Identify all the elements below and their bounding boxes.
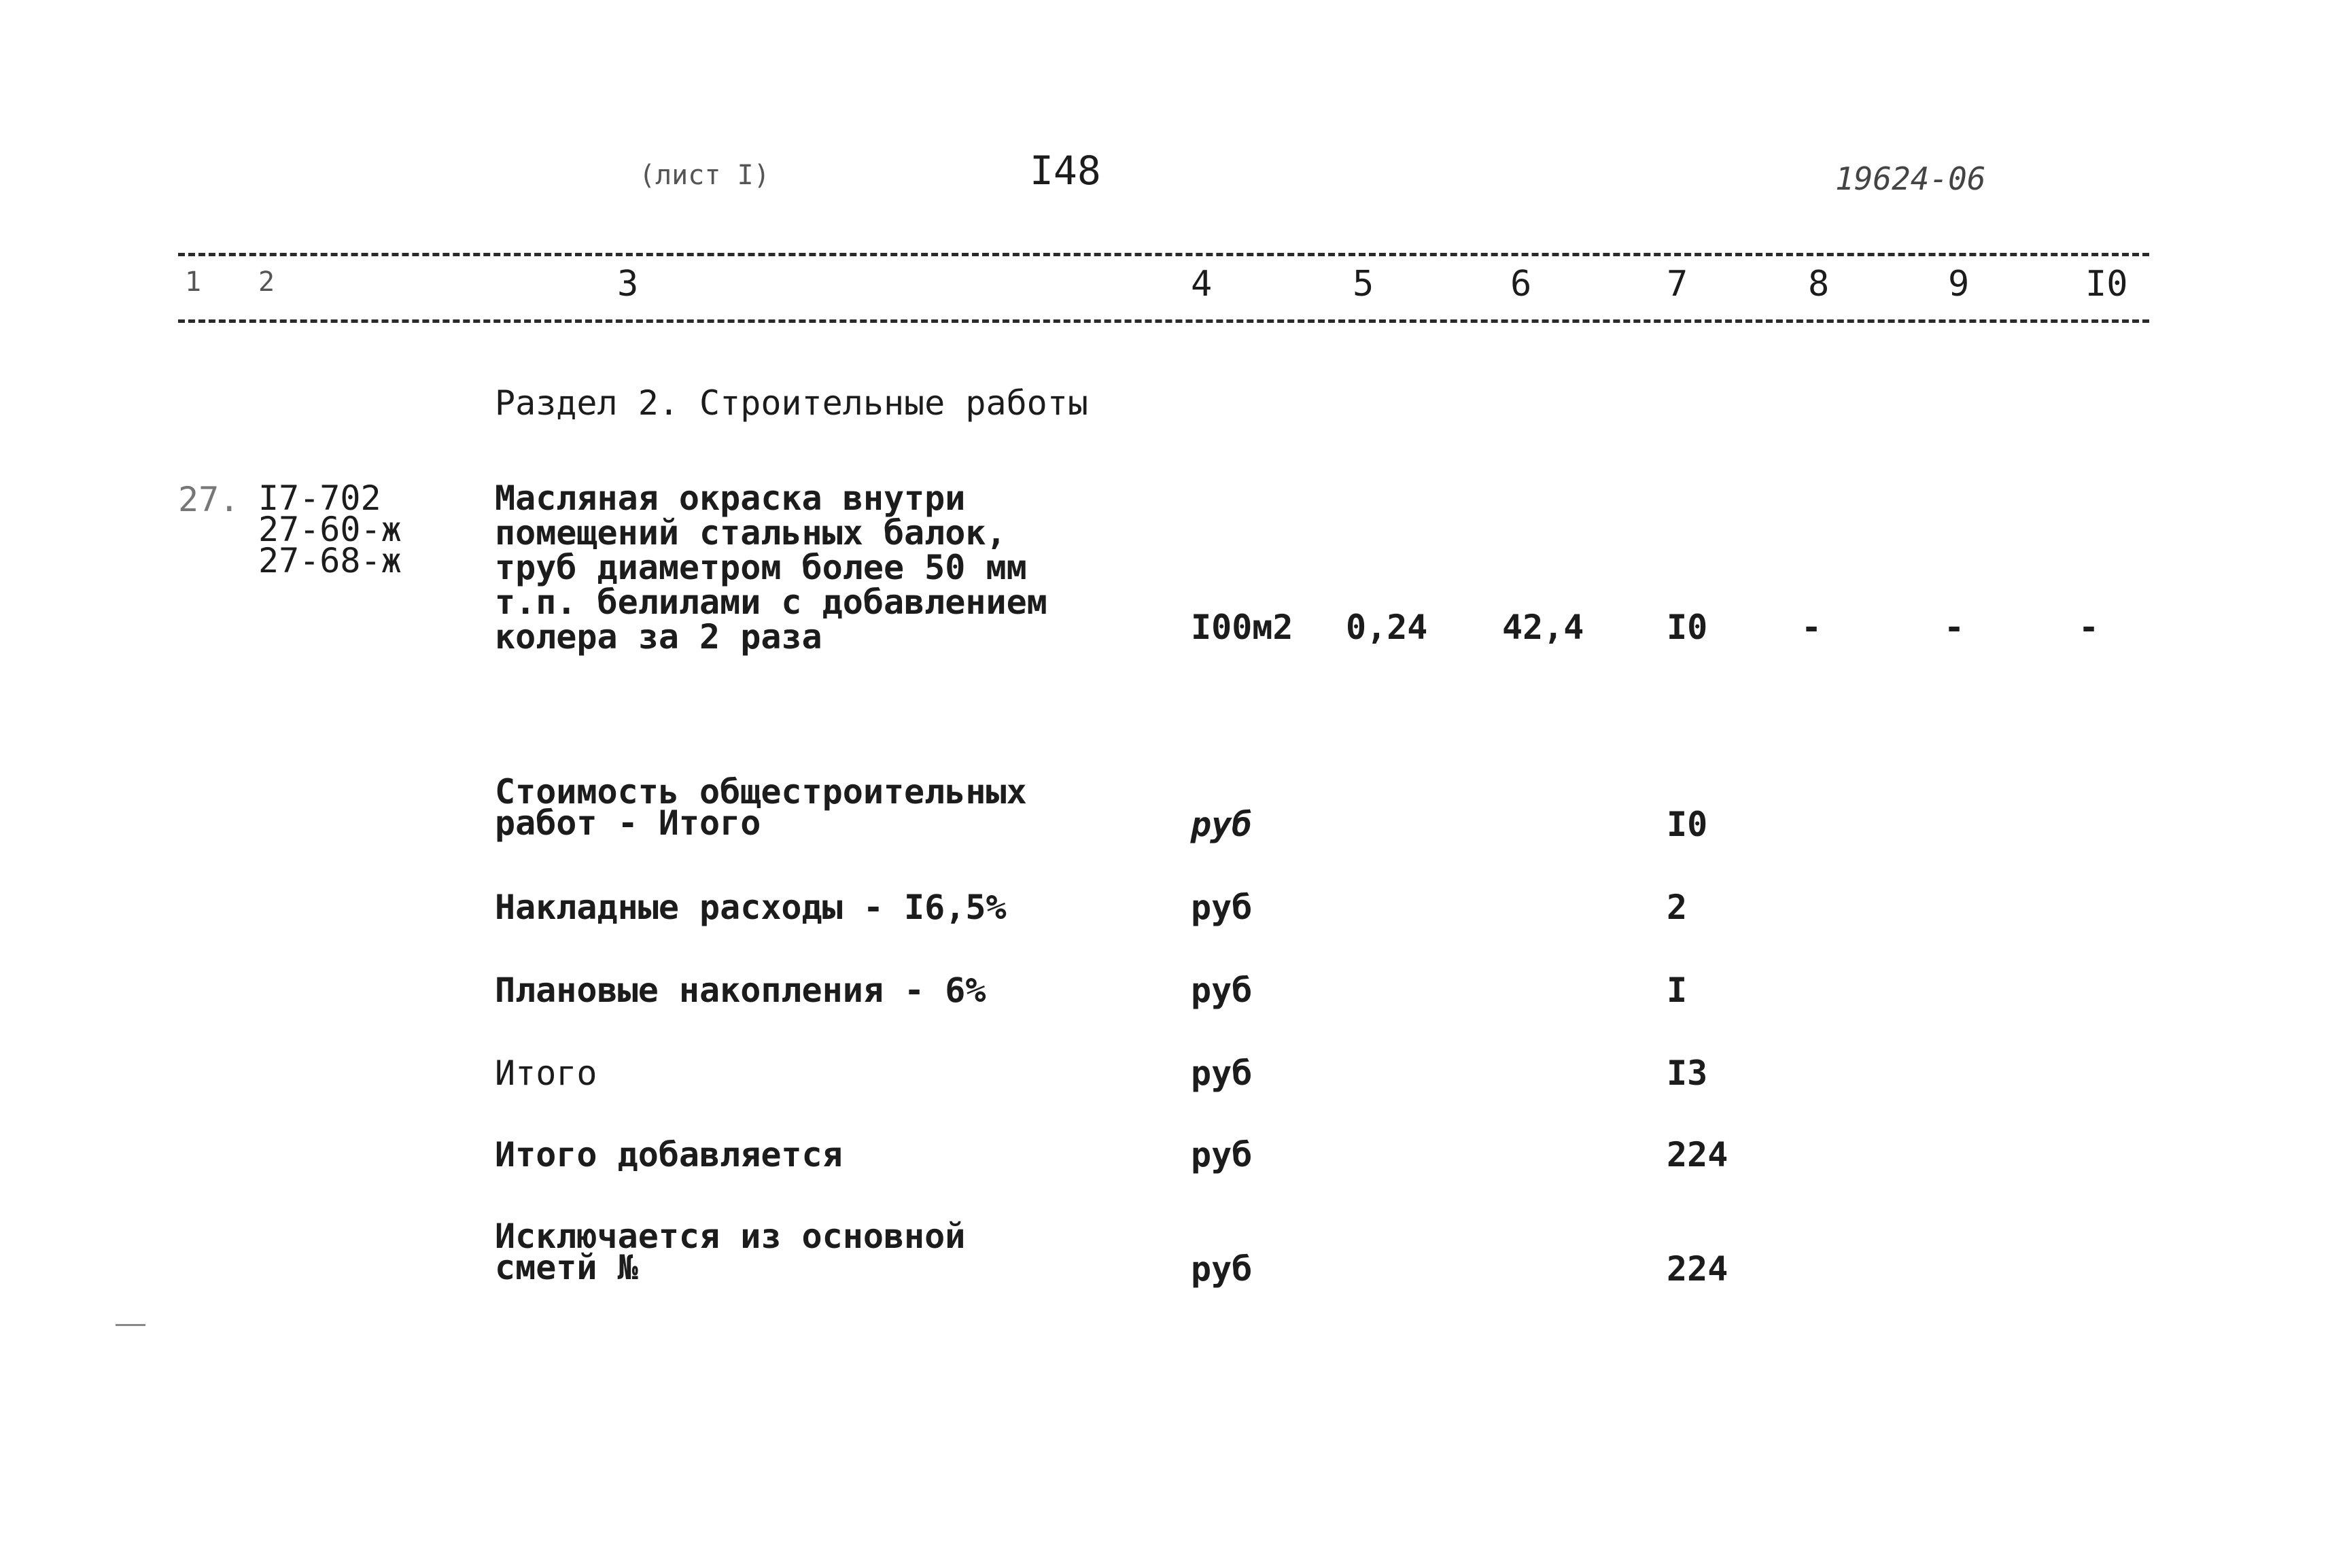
summary-unit-5: руб bbox=[1191, 1249, 1253, 1289]
summary-value-4: 224 bbox=[1667, 1135, 1728, 1174]
col-header-5: 5 bbox=[1353, 264, 1374, 304]
page-number: I48 bbox=[1030, 147, 1101, 194]
item-code: 27-60-ж bbox=[258, 510, 402, 549]
item-col10: - bbox=[2079, 608, 2100, 647]
summary-unit-3: руб bbox=[1191, 1053, 1253, 1093]
description-line: т.п. белилами с добавлением bbox=[495, 582, 1047, 622]
summary-unit-1: руб bbox=[1191, 888, 1253, 927]
item-unit: I00м2 bbox=[1191, 608, 1293, 647]
summary-value-2: I bbox=[1667, 971, 1688, 1010]
summary-label-4: Итого добавляется bbox=[495, 1135, 843, 1174]
col-header-1: 1 bbox=[185, 266, 202, 298]
description-line: помещений стальных балок, bbox=[495, 513, 1007, 553]
doc-code: 19624-06 bbox=[1835, 160, 1986, 197]
summary-label-line: сметй № bbox=[495, 1248, 638, 1287]
summary-value-3: I3 bbox=[1667, 1053, 1708, 1093]
description-line: колера за 2 раза bbox=[495, 617, 822, 657]
item-number: 27. bbox=[178, 480, 240, 519]
sheet-label: (лист I) bbox=[639, 160, 770, 191]
summary-unit-2: руб bbox=[1191, 971, 1253, 1010]
header-rule-bottom bbox=[178, 319, 2149, 323]
summary-value-1: 2 bbox=[1667, 888, 1688, 927]
item-codes bbox=[258, 478, 402, 580]
description-line: труб диаметром более 50 мм bbox=[495, 548, 1027, 587]
item-total: I0 bbox=[1667, 608, 1708, 647]
col-header-10: I0 bbox=[2085, 264, 2128, 304]
description-line: Масляная окраска внутри bbox=[495, 478, 966, 518]
summary-unit-0: руб bbox=[1191, 805, 1253, 844]
col-header-2: 2 bbox=[258, 266, 275, 298]
summary-label-line: работ - Итого bbox=[495, 803, 761, 843]
item-description bbox=[495, 478, 1047, 657]
item-code: 27-68-ж bbox=[258, 541, 402, 580]
summary-label-1: Накладные расходы - I6,5% bbox=[495, 888, 1007, 927]
summary-label-0 bbox=[495, 772, 1027, 843]
summary-label-line: Исключается из основной bbox=[495, 1217, 966, 1256]
item-col9: - bbox=[1944, 608, 1965, 647]
summary-value-5: 224 bbox=[1667, 1249, 1728, 1289]
item-qty: 0,24 bbox=[1346, 608, 1428, 647]
item-col8: - bbox=[1801, 608, 1822, 647]
col-header-7: 7 bbox=[1667, 264, 1688, 304]
col-header-4: 4 bbox=[1191, 264, 1213, 304]
summary-label-5 bbox=[495, 1217, 966, 1287]
item-price: 42,4 bbox=[1502, 608, 1584, 647]
col-header-8: 8 bbox=[1808, 264, 1830, 304]
summary-label-line: Стоимость общестроительных bbox=[495, 772, 1027, 812]
item-code: I7-702 bbox=[258, 478, 381, 518]
header-rule-top bbox=[178, 253, 2149, 256]
col-header-9: 9 bbox=[1948, 264, 1970, 304]
scan-mark bbox=[116, 1324, 145, 1326]
section-title: Раздел 2. Строительные работы bbox=[495, 383, 1088, 423]
summary-unit-4: руб bbox=[1191, 1135, 1253, 1174]
summary-value-0: I0 bbox=[1667, 805, 1708, 844]
summary-label-2: Плановые накопления - 6% bbox=[495, 971, 986, 1010]
col-header-6: 6 bbox=[1510, 264, 1532, 304]
col-header-3: 3 bbox=[617, 264, 639, 304]
summary-label-3: Итого bbox=[495, 1053, 597, 1093]
